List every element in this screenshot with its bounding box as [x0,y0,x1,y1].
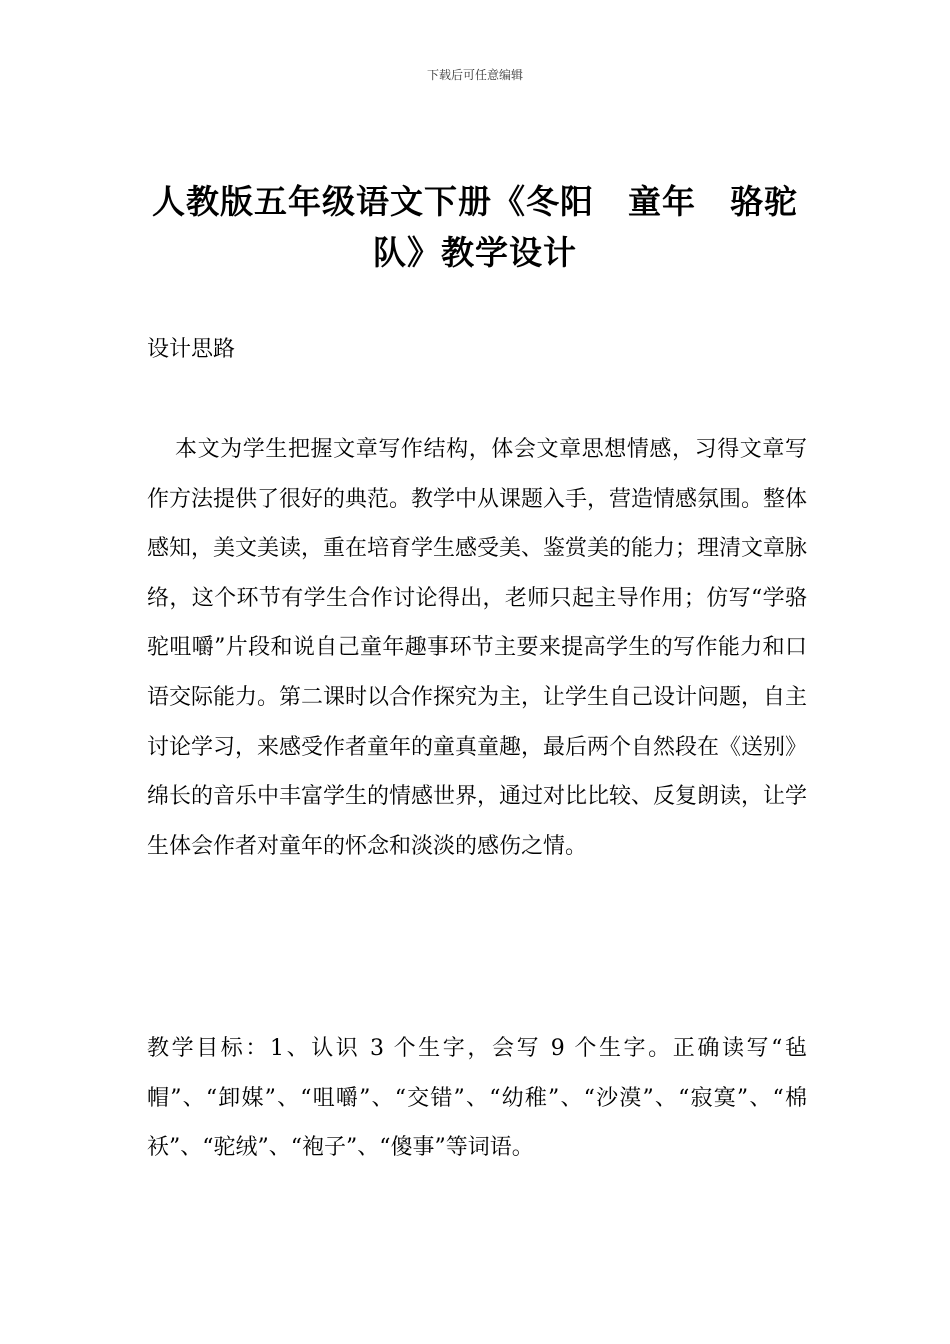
header-note: 下载后可任意编辑 [426,68,523,82]
design-paragraph: 本文为学生把握文章写作结构，体会文章思想情感，习得文章写作方法提供了很好的典范。教学中从课题入手，营造情感氛围。整体感知，美文美读，重在培育学生感受美、鉴赏美的能力；理清文章脉络，这个环节有学生合作讨论得出，老师只起主导作用；仿写“学骆驼咀嚼”片段和说自己童年趣事环节主要来提高学生的写作能力和口语交际能力。第二课时以合作探究为主，让学生自己设计问题，自主讨论学习，来感受作者童年的童真童趣，最后两个自然段在《送别》绵长的音乐中丰富学生的情感世界，通过对比比较、反复朗读，让学生体会作者对童年的怀念和淡淡的感伤之情。 [147,437,808,859]
document-title: 人教版五年级语文下册《冬阳 童年 骆驼队》教学设计 [152,182,798,272]
section-heading-design: 设计思路 [147,337,236,362]
teaching-goals-paragraph: 教学目标：1、认识 3 个生字，会写 9 个生字。正确读写“毡帽”、“卸媒”、“咀嚼”、“交错”、“幼稚”、“沙漠”、“寂寞”、“棉袄”、“驼绒”、“袍子”、“傻事”等词语。 [147,1036,807,1161]
